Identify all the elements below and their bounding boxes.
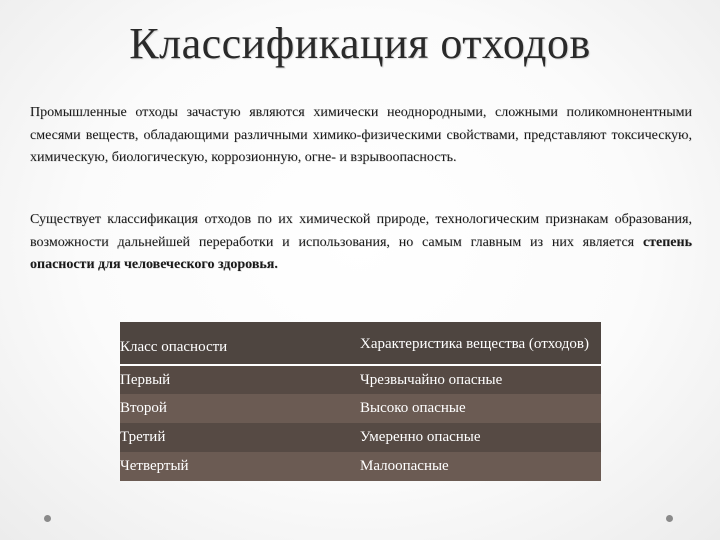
table-cell-class: Первый	[120, 371, 171, 388]
table-cell-characteristic: Высоко опасные	[360, 400, 466, 416]
table-row	[120, 423, 601, 452]
header-substance-characteristic: Характеристика вещества (отходов)	[360, 322, 601, 365]
table-row	[120, 365, 601, 394]
paragraph-classification-text: Существует классификация отходов по их химической природе, технологическим признакам образования, возможности дальнейшей переработки и использования, но самым главным из них является	[30, 212, 692, 250]
slide-title: Классификация отходов	[129, 19, 591, 68]
header-hazard-class: Класс опасности	[120, 322, 360, 365]
table-cell-class: Четвертый	[120, 458, 189, 474]
table-row	[120, 452, 601, 481]
table-header-row	[120, 322, 601, 365]
paragraph-industrial-waste: Промышленные отходы зачастую являются химически неоднородными, сложными поликомнонентными смесями веществ, обладающими различными химико-физическими свойствами, представляют токсическую, химическую, биологическую, коррозионную, огне- и взрывоопасность.	[30, 105, 692, 165]
decorative-dot-right	[666, 515, 673, 522]
table-row	[120, 394, 601, 423]
decorative-dot-left	[44, 515, 51, 522]
hazard-class-table	[120, 322, 601, 481]
table-cell-characteristic: Чрезвычайно опасные	[360, 371, 503, 388]
paragraph-classification-emphasis: степень опасности для человеческого здоровья.	[30, 234, 692, 272]
table-cell-class: Второй	[120, 400, 167, 416]
table-cell-characteristic: Умеренно опасные	[360, 429, 481, 445]
table-cell-class: Третий	[120, 429, 166, 445]
table-cell-characteristic: Малоопасные	[360, 458, 449, 474]
paragraph-classification	[30, 209, 692, 277]
